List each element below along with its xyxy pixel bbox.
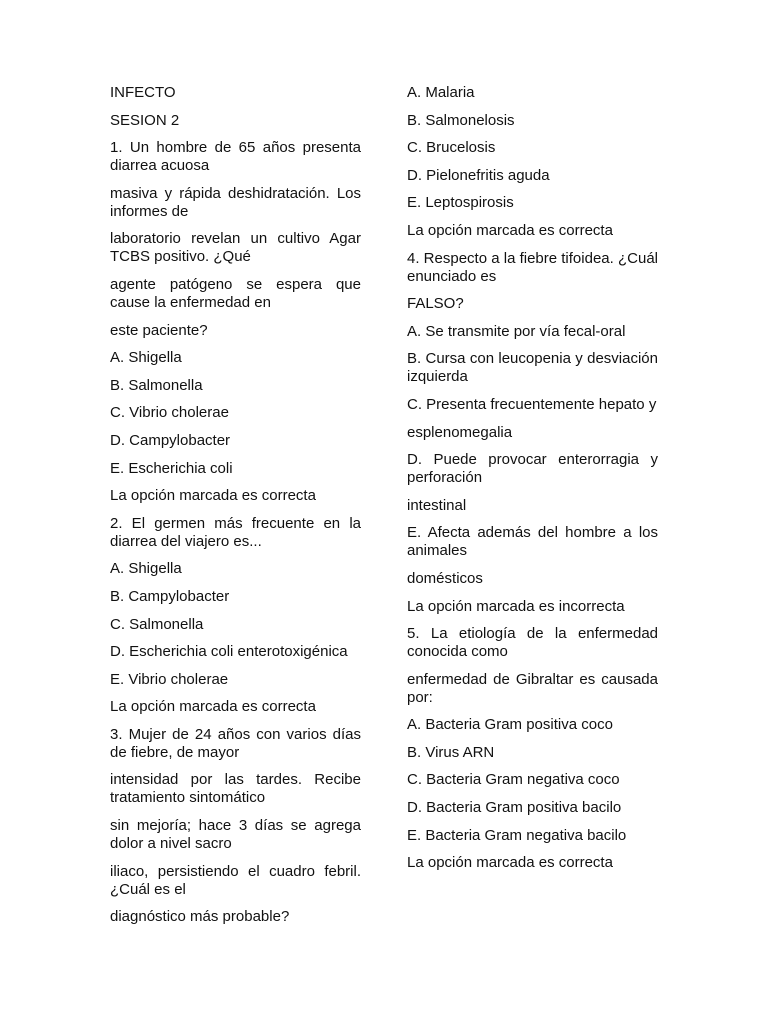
q1-option-a: A. Shigella: [110, 349, 182, 367]
doc-title: INFECTO: [110, 84, 176, 101]
q5-option-b: B. Virus ARN: [407, 743, 495, 761]
question-5-line-1: 5. La etiología de la enfermedad conocida como: [407, 625, 658, 661]
q3-option-e: E. Leptospirosis: [407, 194, 514, 212]
q2-option-b: B. Campylobacter: [110, 587, 230, 605]
q2-option-c: C. Salmonella: [110, 615, 204, 633]
q1-option-b: B. Salmonella: [110, 376, 203, 394]
q1-option-d: D. Campylobacter: [110, 431, 231, 449]
question-4-line-1: 4. Respecto a la fiebre tifoidea. ¿Cuál enunciado es: [407, 249, 658, 285]
q5-result: La opción marcada es correcta: [407, 854, 613, 872]
right-column: [407, 84, 658, 882]
q3-option-d: D. Pielonefritis aguda: [407, 166, 550, 184]
q4-option-d-line-2: intestinal: [407, 496, 467, 514]
q4-option-c-line-2: esplenomegalia: [407, 423, 513, 441]
q1-result: La opción marcada es correcta: [110, 487, 316, 505]
question-1-line-4: agente patógeno se espera que cause la enfermedad en: [110, 275, 361, 311]
q4-option-e-line-1: E. Afecta además del hombre a los animales: [407, 524, 658, 560]
question-2: 2. El germen más frecuente en la diarrea del viajero es...: [110, 514, 361, 550]
question-4-line-2: FALSO?: [407, 295, 464, 313]
q4-option-d-line-1: D. Puede provocar enterorragia y perforación: [407, 451, 658, 487]
question-3-line-1: 3. Mujer de 24 años con varios días de fiebre, de mayor: [110, 725, 361, 761]
q5-option-e: E. Bacteria Gram negativa bacilo: [407, 826, 627, 844]
question-1-line-1: 1. Un hombre de 65 años presenta diarrea acuosa: [110, 139, 361, 175]
question-5-line-2: enfermedad de Gibraltar es causada por:: [407, 670, 658, 706]
q2-option-a: A. Shigella: [110, 560, 182, 578]
q3-option-c: C. Brucelosis: [407, 139, 496, 157]
q4-option-b: B. Cursa con leucopenia y desviación izquierda: [407, 350, 658, 386]
question-1-line-5: este paciente?: [110, 321, 208, 339]
q1-option-e: E. Escherichia coli: [110, 459, 233, 477]
question-3-line-2: intensidad por las tardes. Recibe tratamiento sintomático: [110, 771, 361, 807]
question-1-line-2: masiva y rápida deshidratación. Los informes de: [110, 184, 361, 220]
question-3-line-5: diagnóstico más probable?: [110, 908, 290, 926]
q5-option-a: A. Bacteria Gram positiva coco: [407, 716, 613, 734]
question-3-line-3: sin mejoría; hace 3 días se agrega dolor a nivel sacro: [110, 817, 361, 853]
q3-result: La opción marcada es correcta: [407, 221, 613, 239]
q5-option-c: C. Bacteria Gram negativa coco: [407, 771, 620, 789]
left-column: [110, 84, 361, 936]
q1-option-c: C. Vibrio cholerae: [110, 404, 229, 422]
q4-option-a: A. Se transmite por vía fecal-oral: [407, 322, 626, 340]
q4-result: La opción marcada es incorrecta: [407, 597, 625, 615]
question-1-line-3: laboratorio revelan un cultivo Agar TCBS positivo. ¿Qué: [110, 230, 361, 266]
q2-result: La opción marcada es correcta: [110, 698, 316, 716]
q3-option-a: A. Malaria: [407, 84, 475, 101]
q4-option-e-line-2: domésticos: [407, 569, 483, 587]
session-label: SESION 2: [110, 111, 180, 129]
question-3-line-4: iliaco, persistiendo el cuadro febril. ¿Cuál es el: [110, 862, 361, 898]
q4-option-c-line-1: C. Presenta frecuentemente hepato y: [407, 395, 657, 413]
q3-option-b: B. Salmonelosis: [407, 111, 515, 129]
q5-option-d: D. Bacteria Gram positiva bacilo: [407, 799, 622, 817]
q2-option-e: E. Vibrio cholerae: [110, 670, 229, 688]
q2-option-d: D. Escherichia coli enterotoxigénica: [110, 643, 348, 661]
